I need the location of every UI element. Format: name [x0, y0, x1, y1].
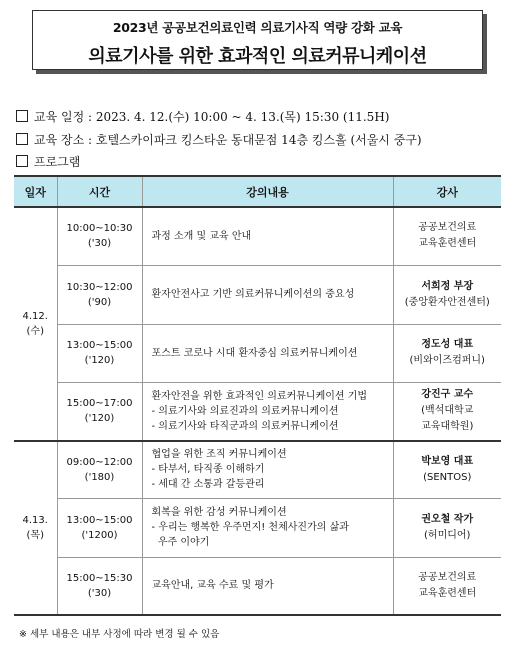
content-cell	[142, 382, 393, 441]
content-cell	[142, 207, 393, 265]
content-line: 환자안전사고 기반 의료커뮤니케이션의 중요성	[151, 289, 355, 300]
speaker-line: (백석대학교	[421, 405, 474, 417]
content-cell	[142, 441, 393, 498]
time-range: 10:00~10:30	[66, 223, 133, 235]
time-duration: ('30)	[87, 238, 112, 250]
time-range: 13:00~15:00	[66, 514, 133, 526]
speaker-cell	[393, 382, 501, 441]
speaker-cell	[393, 441, 501, 498]
content-line: 과정 소개 및 교육 안내	[151, 230, 252, 242]
content-line: - 의료기사와 타직군과의 의료커뮤니케이션	[151, 420, 339, 432]
checkbox-icon	[16, 155, 28, 167]
speaker-line: 공공보건의료	[418, 571, 477, 583]
time-range: 15:00~17:00	[66, 398, 133, 410]
speaker-cell	[393, 557, 501, 615]
time-duration: ('120)	[84, 355, 115, 366]
time-duration: ('120)	[84, 413, 115, 425]
speaker-line: 공공보건의료	[418, 222, 477, 234]
content-line: 포스트 코로나 시대 환자중심 의료커뮤니케이션	[151, 347, 358, 359]
time-duration: ('180)	[84, 471, 115, 483]
title-box	[32, 10, 483, 70]
time-range: 15:00~15:30	[66, 572, 133, 584]
info-program-text: 프로그램	[34, 155, 81, 169]
content-line: 교육안내, 교육 수료 및 평가	[151, 580, 274, 592]
content-line: - 세대 간 소통과 갈등관리	[151, 479, 265, 491]
speaker-line: 교육대학원)	[421, 421, 474, 433]
checkbox-icon	[16, 133, 28, 145]
speaker-line: (허미디어)	[424, 529, 471, 541]
speaker-cell	[393, 324, 501, 382]
content-line: - 타부서, 타직종 이해하기	[151, 464, 265, 476]
time-cell	[57, 557, 142, 615]
speaker-line: 박보영 대표	[421, 455, 474, 467]
content-line: 환자안전을 위한 효과적인 의료커뮤니케이션 기법	[151, 390, 368, 402]
time-cell	[57, 498, 142, 557]
info-period	[16, 108, 389, 125]
table-row	[14, 382, 501, 441]
time-range: 09:00~12:00	[66, 456, 133, 468]
speaker-line: (SENTOS)	[423, 471, 472, 483]
speaker-line: 강진구 교수	[421, 389, 474, 401]
time-duration: ('30)	[87, 587, 112, 599]
content-line: 회복을 위한 감성 커뮤니케이션	[151, 507, 287, 518]
time-range: 10:30~12:00	[66, 281, 133, 293]
speaker-cell	[393, 207, 501, 265]
speaker-line: (중앙환자안전센터)	[404, 296, 490, 308]
time-cell	[57, 441, 142, 498]
table-row	[14, 207, 501, 265]
header-content: 강의내용	[142, 176, 393, 207]
content-line: - 우리는 행복한 우주먼지! 천체사진가의 삶과	[151, 522, 349, 533]
info-period-text: 교육 일정 : 2023. 4. 12.(수) 10:00 ~ 4. 13.(목) 15:30 (11.5H)	[34, 110, 390, 124]
time-duration: ('90)	[87, 296, 112, 308]
time-cell	[57, 265, 142, 324]
table-row	[14, 265, 501, 324]
day-cell-1	[14, 207, 57, 441]
table-row	[14, 324, 501, 382]
content-cell	[142, 324, 393, 382]
footnote: ※ 세부 내용은 내부 사정에 따라 변경 될 수 있음	[19, 629, 220, 640]
day-weekday: (수)	[26, 326, 44, 337]
speaker-line: 권오철 작가	[421, 513, 474, 525]
table-row	[14, 557, 501, 615]
content-cell	[142, 498, 393, 557]
speaker-line: (비와이즈컴퍼니)	[409, 355, 485, 366]
time-duration: ('1200)	[81, 529, 118, 541]
course-title: 의료기사를 위한 효과적인 의료커뮤니케이션	[88, 46, 427, 67]
speaker-line: 교육훈련센터	[418, 238, 477, 250]
content-line: 우주 이야기	[151, 537, 210, 548]
info-program	[16, 153, 80, 170]
day-date: 4.12.	[22, 311, 48, 322]
speaker-line: 서희정 부장	[421, 280, 474, 292]
speaker-line: 정도성 대표	[421, 339, 474, 350]
speaker-cell	[393, 498, 501, 557]
speaker-cell	[393, 265, 501, 324]
time-cell	[57, 207, 142, 265]
content-cell	[142, 557, 393, 615]
speaker-line: 교육훈련센터	[418, 587, 477, 599]
header-time: 시간	[57, 176, 142, 207]
time-cell	[57, 382, 142, 441]
content-line: 협업을 위한 조직 커뮤니케이션	[151, 449, 287, 461]
time-cell	[57, 324, 142, 382]
day-cell-2	[14, 441, 57, 615]
header-date: 일자	[14, 176, 57, 207]
checkbox-icon	[16, 110, 28, 122]
day-date: 4.13.	[22, 515, 48, 526]
time-range: 13:00~15:00	[66, 340, 133, 351]
content-line: - 의료기사와 의료진과의 의료커뮤니케이션	[151, 405, 339, 417]
info-place	[16, 131, 422, 148]
content-cell	[142, 265, 393, 324]
schedule-table	[14, 175, 501, 616]
day-weekday: (목)	[26, 530, 44, 541]
header-speaker: 강사	[393, 176, 501, 207]
table-row	[14, 441, 501, 498]
table-row	[14, 498, 501, 557]
info-place-text: 교육 장소 : 호텔스카이파크 킹스타운 동대문점 14층 킹스홀 (서울시 중구)	[34, 133, 422, 147]
course-subtitle: 2023년 공공보건의료인력 의료기사직 역량 강화 교육	[112, 20, 403, 35]
